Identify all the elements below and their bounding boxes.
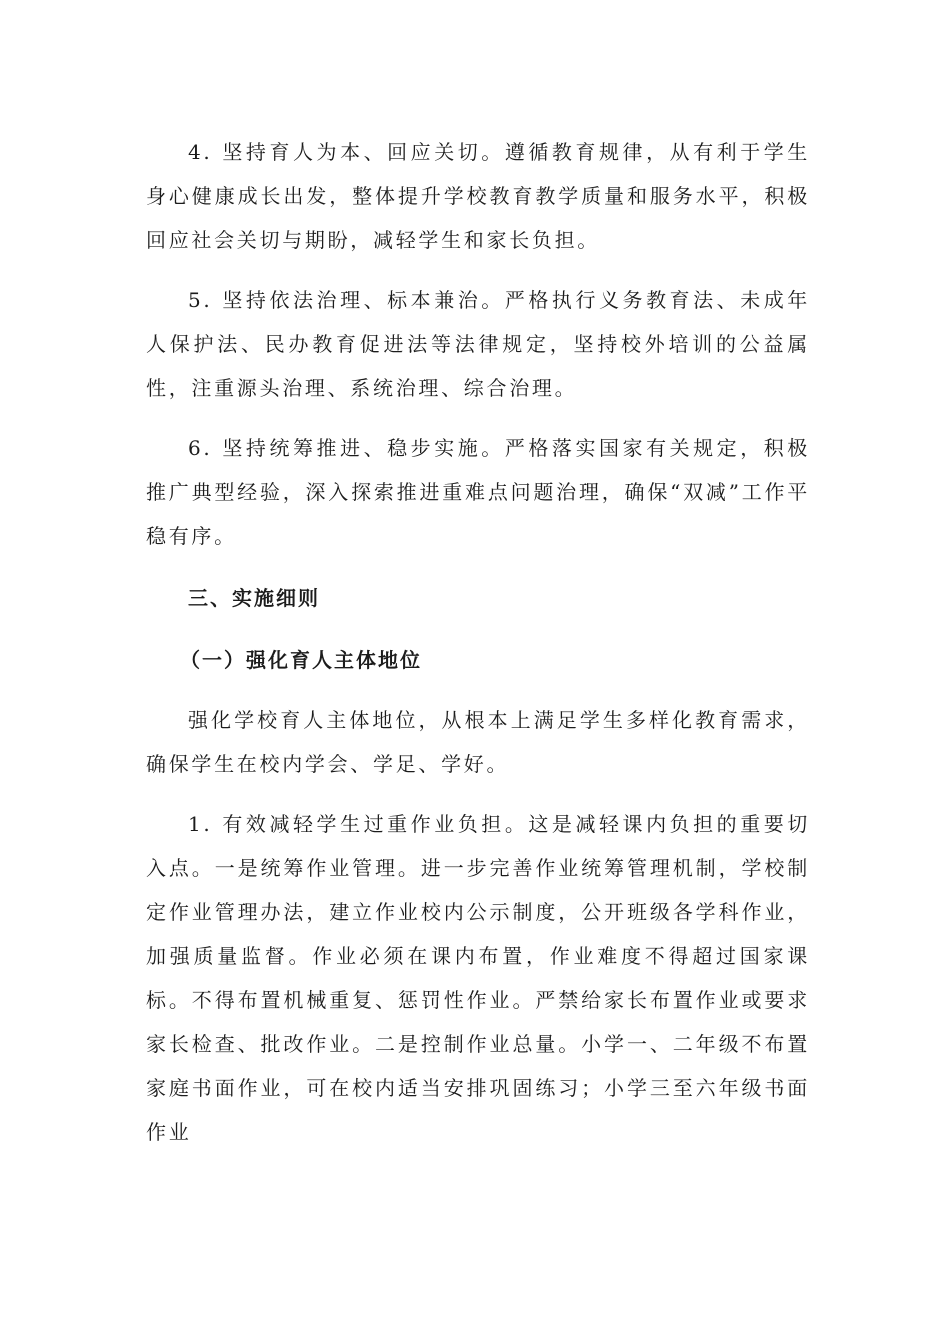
subsection-heading: （一）强化育人主体地位: [180, 648, 422, 672]
document-body: [146, 130, 810, 1154]
intro-paragraph: 强化学校育人主体地位，从根本上满足学生多样化教育需求，确保学生在校内学会、学足、学好。: [146, 708, 810, 776]
principle-paragraph-5: 5. 坚持依法治理、标本兼治。严格执行义务教育法、未成年人保护法、民办教育促进法等法律规定，坚持校外培训的公益属性，注重源头治理、系统治理、综合治理。: [146, 288, 810, 400]
principle-paragraph-4: 4. 坚持育人为本、回应关切。遵循教育规律，从有利于学生身心健康成长出发，整体提升学校教育教学质量和服务水平，积极回应社会关切与期盼，减轻学生和家长负担。: [146, 140, 810, 252]
detail-paragraph-1: 1. 有效减轻学生过重作业负担。这是减轻课内负担的重要切入点。一是统筹作业管理。进一步完善作业统筹管理机制，学校制定作业管理办法，建立作业校内公示制度，公开班级各学科作业，加强质量监督。作业必须在课内布置，作业难度不得超过国家课标。不得布置机械重复、惩罚性作业。严禁给家长布置作业或要求家长检查、批改作业。二是控制作业总量。小学一、二年级不布置家庭书面作业，可在校内适当安排巩固练习；小学三至六年级书面作业: [146, 812, 810, 1144]
principle-paragraph-6: 6. 坚持统筹推进、稳步实施。严格落实国家有关规定，积极推广典型经验，深入探索推进重难点问题治理，确保“双减”工作平稳有序。: [146, 436, 810, 548]
section-heading: 三、实施细则: [188, 586, 320, 610]
